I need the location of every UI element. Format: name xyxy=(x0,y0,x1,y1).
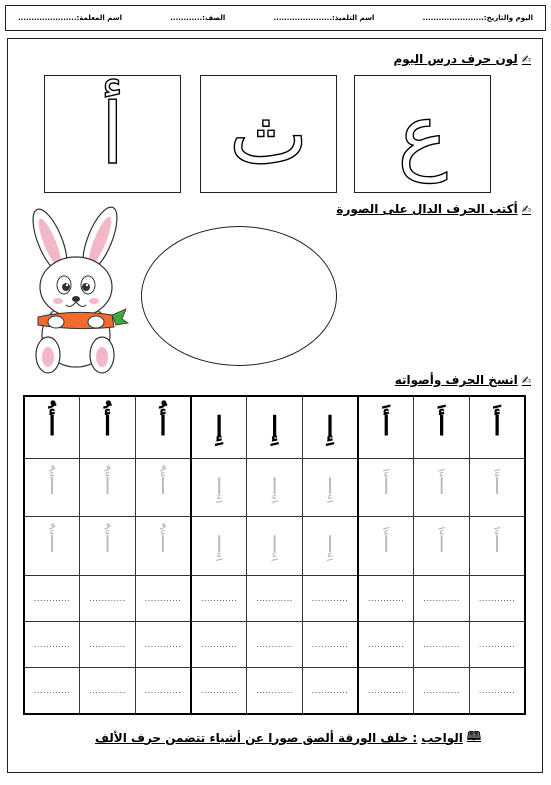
grid-trace-row xyxy=(24,517,525,575)
trace-cell[interactable]: أُ xyxy=(80,517,136,575)
letter-box-tha xyxy=(200,75,337,193)
homework-line xyxy=(95,727,481,748)
trace-cell[interactable]: إِ xyxy=(191,458,247,516)
book-icon: 🕮 xyxy=(466,729,481,743)
trace-cell[interactable]: أَ xyxy=(414,517,470,575)
pencil-icon: ✍ xyxy=(521,373,531,387)
trace-cell[interactable]: أُ xyxy=(80,458,136,516)
color-section-label: لون حرف درس اليوم xyxy=(393,52,518,66)
dotted-cell[interactable]: ............ xyxy=(80,621,136,667)
grid-cell: أُ xyxy=(135,396,191,458)
grid-dotted-row xyxy=(24,668,525,714)
outline-letter: ث xyxy=(228,85,309,183)
drawing-oval[interactable] xyxy=(141,226,337,366)
dotted-cell[interactable]: ............ xyxy=(135,575,191,621)
grid-header-row xyxy=(24,396,525,458)
teacher-name-field: اسم المعلمة:...................... xyxy=(18,14,122,22)
grid-cell: أُ xyxy=(80,396,136,458)
trace-cell[interactable]: أَ xyxy=(470,458,526,516)
write-section-label: أكتب الحرف الدال على الصورة xyxy=(336,202,518,216)
trace-cell[interactable]: إِ xyxy=(191,517,247,575)
grid-cell: إِ xyxy=(247,396,303,458)
dotted-cell[interactable]: ............ xyxy=(470,575,526,621)
grid-cell: أُ xyxy=(24,396,80,458)
trace-cell[interactable]: أُ xyxy=(24,517,80,575)
grid-trace-row xyxy=(24,458,525,516)
grid-cell: أَ xyxy=(358,396,414,458)
rabbit-carrot-illustration xyxy=(14,205,134,380)
dotted-cell[interactable]: ............ xyxy=(24,668,80,714)
outline-letter: ع xyxy=(397,85,448,183)
outline-letter: أ xyxy=(100,85,125,183)
trace-cell[interactable]: أَ xyxy=(470,517,526,575)
grid-cell: إِ xyxy=(302,396,358,458)
trace-cell[interactable]: إِ xyxy=(247,458,303,516)
homework-label: الواجب xyxy=(421,730,463,745)
trace-cell[interactable]: أُ xyxy=(135,458,191,516)
dotted-cell[interactable]: ............ xyxy=(302,575,358,621)
dotted-cell[interactable]: ............ xyxy=(247,668,303,714)
dotted-cell[interactable]: ............ xyxy=(414,621,470,667)
dotted-cell[interactable]: ............ xyxy=(24,575,80,621)
copy-grid xyxy=(23,395,526,715)
header-bar xyxy=(5,5,546,31)
class-field: الصف:............ xyxy=(170,14,226,22)
dotted-cell[interactable]: ............ xyxy=(24,621,80,667)
dotted-cell[interactable]: ............ xyxy=(135,621,191,667)
grid-cell: أَ xyxy=(470,396,526,458)
dotted-cell[interactable]: ............ xyxy=(358,668,414,714)
dotted-cell[interactable]: ............ xyxy=(80,668,136,714)
copy-section-label: انسخ الحرف وأصواته xyxy=(394,373,518,387)
dotted-cell[interactable]: ............ xyxy=(358,621,414,667)
trace-cell[interactable]: أَ xyxy=(358,517,414,575)
dotted-cell[interactable]: ............ xyxy=(414,575,470,621)
copy-section-title xyxy=(395,373,531,387)
pencil-icon: ✍ xyxy=(521,202,531,216)
grid-cell: إِ xyxy=(191,396,247,458)
dotted-cell[interactable]: ............ xyxy=(80,575,136,621)
trace-cell[interactable]: إِ xyxy=(302,458,358,516)
grid-dotted-row xyxy=(24,575,525,621)
trace-cell[interactable]: أُ xyxy=(24,458,80,516)
dotted-cell[interactable]: ............ xyxy=(302,621,358,667)
trace-cell[interactable]: أَ xyxy=(358,458,414,516)
trace-cell[interactable]: إِ xyxy=(247,517,303,575)
write-section-title xyxy=(336,202,531,216)
trace-cell[interactable]: أَ xyxy=(414,458,470,516)
dotted-cell[interactable]: ............ xyxy=(302,668,358,714)
dotted-cell[interactable]: ............ xyxy=(191,575,247,621)
student-name-field: اسم التلميذ:...................... xyxy=(273,14,375,22)
dotted-cell[interactable]: ............ xyxy=(247,621,303,667)
date-field: اليوم والتاريخ:....................... xyxy=(422,14,533,22)
homework-text: : خلف الورقة ألصق صورا عن أشياء تتضمن حرف الألف xyxy=(94,730,418,745)
trace-cell[interactable]: إِ xyxy=(302,517,358,575)
dotted-cell[interactable]: ............ xyxy=(135,668,191,714)
color-section-title xyxy=(393,52,531,66)
dotted-cell[interactable]: ............ xyxy=(358,575,414,621)
grid-dotted-row xyxy=(24,621,525,667)
dotted-cell[interactable]: ............ xyxy=(470,621,526,667)
dotted-cell[interactable]: ............ xyxy=(191,668,247,714)
letter-box-alif xyxy=(44,75,181,193)
dotted-cell[interactable]: ............ xyxy=(247,575,303,621)
dotted-cell[interactable]: ............ xyxy=(414,668,470,714)
dotted-cell[interactable]: ............ xyxy=(191,621,247,667)
letter-box-ain xyxy=(354,75,491,193)
dotted-cell[interactable]: ............ xyxy=(470,668,526,714)
grid-cell: أَ xyxy=(414,396,470,458)
pencil-icon: ✍ xyxy=(521,52,531,66)
trace-cell[interactable]: أُ xyxy=(135,517,191,575)
